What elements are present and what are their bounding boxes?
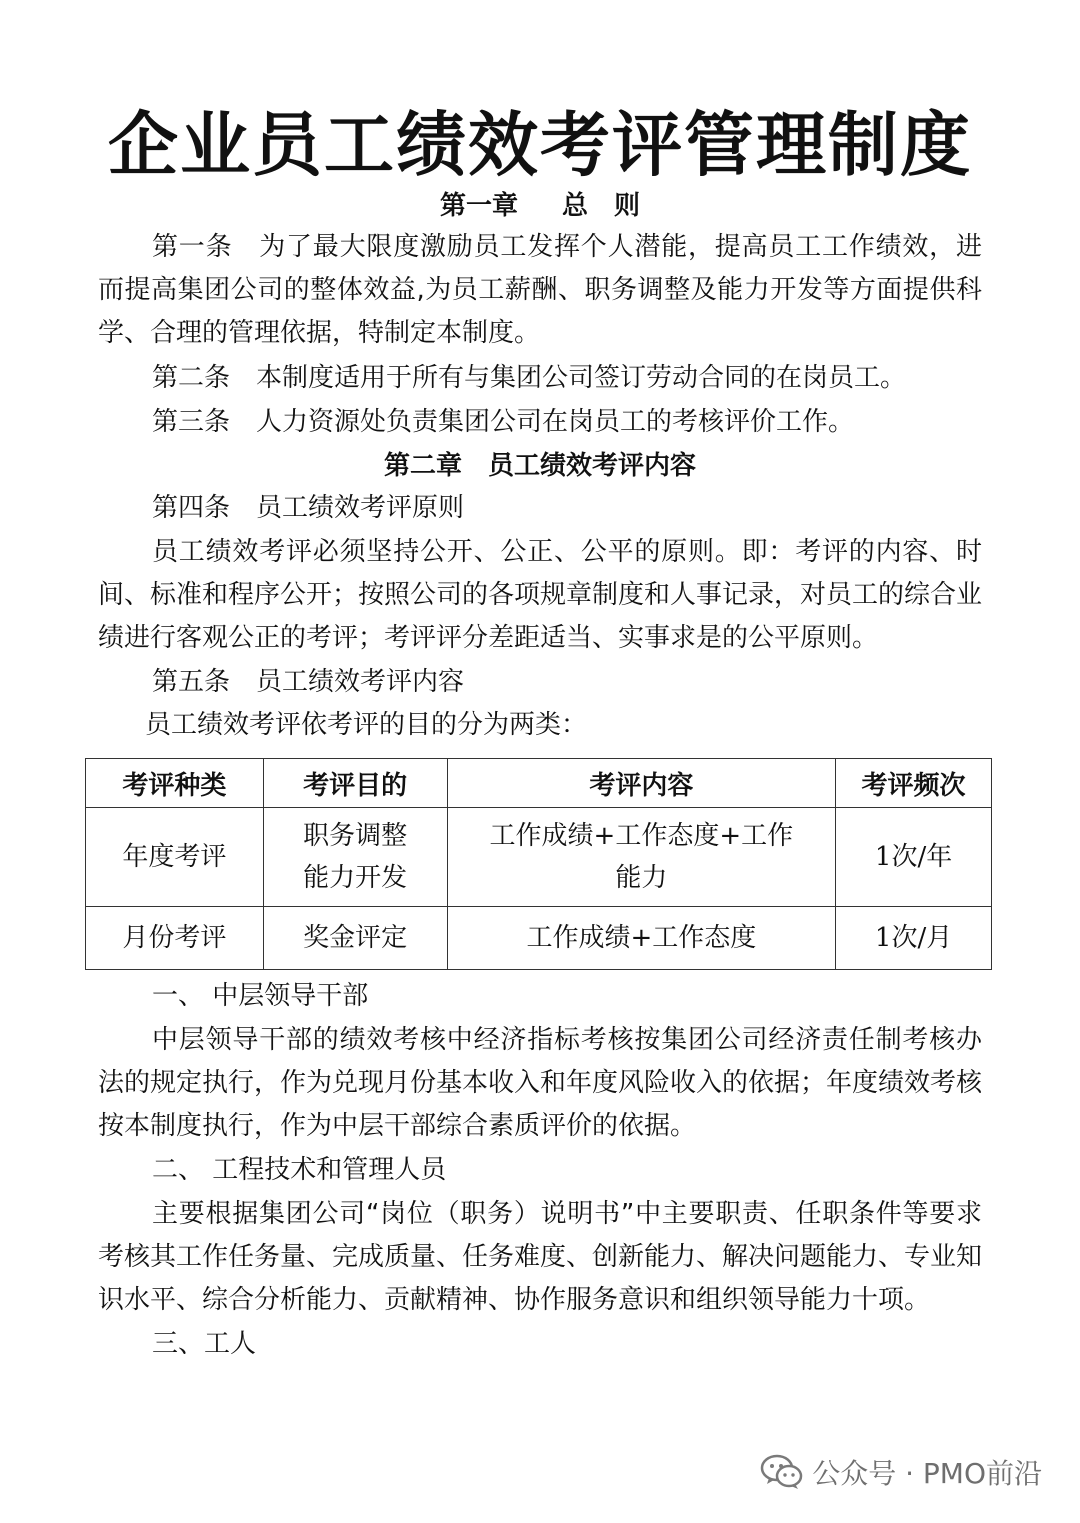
cell-purpose [263,808,447,907]
section-2-body: 主要根据集团公司“岗位（职务）说明书”中主要职责、任职条件等要求考核其工作任务量、完成质量、任务难度、创新能力、解决问题能力、专业知识水平、综合分析能力、贡献精神、协作服务意识和组织领导能力十项。 [98,1199,983,1315]
cell-content: 工作成绩+工作态度 [447,907,836,970]
cell-content: 工作成绩+工作态度+工作能力 [447,808,836,907]
cell-frequency: 1次/年 [836,808,992,907]
article-4-body: 员工绩效考评必须坚持公开、公正、公平的原则。即：考评的内容、时间、标准和程序公开；按照公司的各项规章制度和人事记录，对员工的综合业绩进行客观公正的考评；考评评分差距适当、实事求是的公平原则。 [98,537,983,653]
table-row [86,907,992,970]
chapter-1-heading: 第一章 总 则 [439,191,641,221]
section-3-title: 三、工人 [152,1329,257,1359]
article-1: 第一条 为了最大限度激励员工发挥个人潜能，提高员工工作绩效，进而提高集团公司的整体效益,为员工薪酬、职务调整及能力开发等方面提供科学、合理的管理依据，特制定本制度。 [98,232,983,348]
evaluation-table [85,758,992,970]
article-5-intro: 员工绩效考评依考评的目的分为两类： [145,710,588,740]
article-5-heading: 第五条 员工绩效考评内容 [152,667,465,697]
header-content: 考评内容 [447,759,836,808]
chapter-2-heading: 第二章 员工绩效考评内容 [383,451,696,481]
article-4-heading: 第四条 员工绩效考评原则 [152,493,465,523]
article-2: 第二条 本制度适用于所有与集团公司签订劳动合同的在岗员工。 [152,363,907,393]
table-header-row [86,759,992,808]
header-type: 考评种类 [86,759,264,808]
cell-purpose-line: 能力开发 [303,863,408,893]
section-1-title: 一、 中层领导干部 [152,981,369,1011]
cell-purpose-line: 职务调整 [303,821,408,851]
article-3: 第三条 人力资源处负责集团公司在岗员工的考核评价工作。 [152,407,855,437]
section-2-title: 二、 工程技术和管理人员 [152,1155,447,1185]
header-purpose: 考评目的 [263,759,447,808]
document-title: 企业员工绩效考评管理制度 [108,104,972,186]
cell-frequency: 1次/月 [836,907,992,970]
watermark [760,1452,1042,1492]
table-row [86,808,992,907]
cell-purpose: 奖金评定 [263,907,447,970]
wechat-icon [760,1453,804,1491]
header-frequency: 考评频次 [836,759,992,808]
cell-type: 月份考评 [86,907,264,970]
section-1-body: 中层领导干部的绩效考核中经济指标考核按集团公司经济责任制考核办法的规定执行，作为兑现月份基本收入和年度风险收入的依据；年度绩效考核按本制度执行，作为中层干部综合素质评价的依据。 [98,1025,983,1141]
cell-type: 年度考评 [86,808,264,907]
watermark-text: 公众号 · PMO前沿 [812,1457,1042,1490]
